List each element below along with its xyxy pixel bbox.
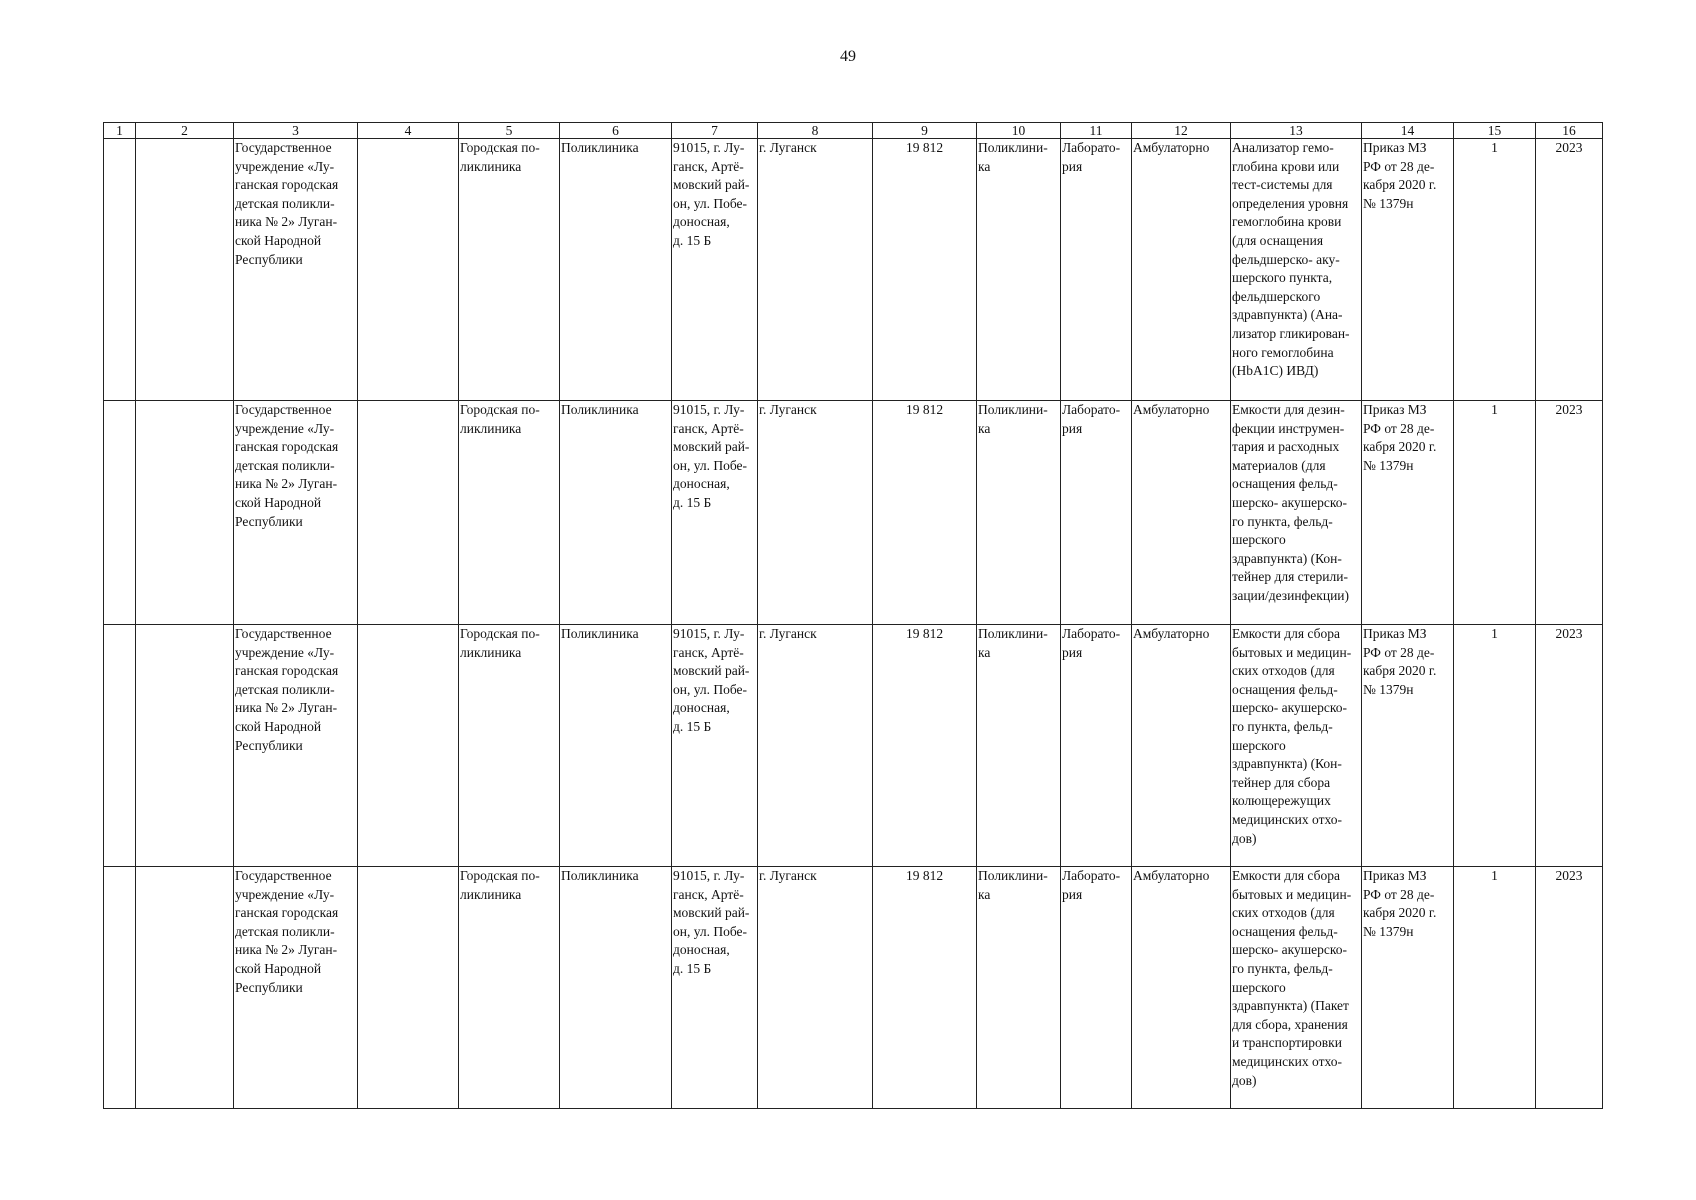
column-header: 6 (560, 123, 672, 139)
row-cell-col1 (104, 867, 136, 1109)
quantity-cell: 1 (1454, 139, 1536, 401)
row-cell-col4 (358, 139, 459, 401)
row-cell-col2 (136, 401, 234, 625)
organization-type-cell: Городская по- ликлиника (459, 139, 560, 401)
row-cell-col1 (104, 139, 136, 401)
column-header: 12 (1132, 123, 1231, 139)
row-cell-col2 (136, 625, 234, 867)
quantity-cell: 1 (1454, 867, 1536, 1109)
row-cell-col2 (136, 867, 234, 1109)
facility-type-cell: Поликлиника (560, 401, 672, 625)
equipment-name-cell: Анализатор гемо- глобина крови или тест-системы для определения уровня гемоглобина крови (для оснащения фельдшерско- аку- шерского пункта, фельдшерского здравпункта) (Ана- лизатор гликирован- ного гемоглобина (HbA1C) ИВД) (1231, 139, 1362, 401)
facility-type-cell: Поликлиника (560, 625, 672, 867)
column-header: 10 (977, 123, 1061, 139)
table-row (104, 625, 1603, 867)
institution-name-cell: Государственное учреждение «Лу- ганская городская детская поликли- ника № 2» Луган- ской Народной Республики (234, 867, 358, 1109)
column-header: 9 (873, 123, 977, 139)
address-cell: 91015, г. Лу- ганск, Артё- мовский рай- он, ул. Побе- доносная, д. 15 Б (672, 625, 758, 867)
row-cell-col2 (136, 139, 234, 401)
row-cell-col4 (358, 625, 459, 867)
care-conditions-cell: Амбулаторно (1132, 867, 1231, 1109)
equipment-name-cell: Емкости для сбора бытовых и медицин- ских отходов (для оснащения фельд- шерско- акушерско- го пункта, фельд- шерского здравпункта) (Кон- тейнер для сбора колющережущих медицинских отхо- дов) (1231, 625, 1362, 867)
quantity-cell: 1 (1454, 401, 1536, 625)
care-conditions-cell: Амбулаторно (1132, 139, 1231, 401)
column-header: 3 (234, 123, 358, 139)
city-cell: г. Луганск (758, 139, 873, 401)
department-cell: Лаборато- рия (1061, 625, 1132, 867)
institution-name-cell: Государственное учреждение «Лу- ганская городская детская поликли- ника № 2» Луган- ской Народной Республики (234, 401, 358, 625)
address-cell: 91015, г. Лу- ганск, Артё- мовский рай- он, ул. Побе- доносная, д. 15 Б (672, 139, 758, 401)
city-cell: г. Луганск (758, 625, 873, 867)
column-header: 14 (1362, 123, 1454, 139)
column-header: 2 (136, 123, 234, 139)
population-cell: 19 812 (873, 401, 977, 625)
table-row (104, 867, 1603, 1109)
institution-name-cell: Государственное учреждение «Лу- ганская городская детская поликли- ника № 2» Луган- ской Народной Республики (234, 625, 358, 867)
city-cell: г. Луганск (758, 867, 873, 1109)
row-cell-col1 (104, 401, 136, 625)
facility-type-cell: Поликлиника (560, 867, 672, 1109)
unit-cell: Поликлини- ка (977, 139, 1061, 401)
unit-cell: Поликлини- ка (977, 625, 1061, 867)
unit-cell: Поликлини- ка (977, 401, 1061, 625)
column-header: 15 (1454, 123, 1536, 139)
unit-cell: Поликлини- ка (977, 867, 1061, 1109)
equipment-name-cell: Емкости для сбора бытовых и медицин- ских отходов (для оснащения фельд- шерско- акушерско- го пункта, фельд- шерского здравпункта) (Пакет для сбора, хранения и транспортировки медицинских отхо- дов) (1231, 867, 1362, 1109)
column-header: 13 (1231, 123, 1362, 139)
equipment-name-cell: Емкости для дезин- фекции инструмен- тария и расходных материалов (для оснащения фельд- шерско- акушерско- го пункта, фельд- шерского здравпункта) (Кон- тейнер для стерили- зации/дезинфекции) (1231, 401, 1362, 625)
institution-name-cell: Государственное учреждение «Лу- ганская городская детская поликли- ника № 2» Луган- ской Народной Республики (234, 139, 358, 401)
column-header: 7 (672, 123, 758, 139)
row-cell-col4 (358, 867, 459, 1109)
organization-type-cell: Городская по- ликлиника (459, 867, 560, 1109)
population-cell: 19 812 (873, 867, 977, 1109)
department-cell: Лаборато- рия (1061, 867, 1132, 1109)
order-reference-cell: Приказ МЗ РФ от 28 де- кабря 2020 г. № 1379н (1362, 625, 1454, 867)
care-conditions-cell: Амбулаторно (1132, 401, 1231, 625)
organization-type-cell: Городская по- ликлиника (459, 625, 560, 867)
quantity-cell: 1 (1454, 625, 1536, 867)
care-conditions-cell: Амбулаторно (1132, 625, 1231, 867)
population-cell: 19 812 (873, 625, 977, 867)
column-header: 5 (459, 123, 560, 139)
facility-type-cell: Поликлиника (560, 139, 672, 401)
year-cell: 2023 (1536, 139, 1603, 401)
column-header: 1 (104, 123, 136, 139)
year-cell: 2023 (1536, 867, 1603, 1109)
year-cell: 2023 (1536, 401, 1603, 625)
equipment-register-table (103, 122, 1603, 1109)
department-cell: Лаборато- рия (1061, 139, 1132, 401)
table-row (104, 139, 1603, 401)
city-cell: г. Луганск (758, 401, 873, 625)
organization-type-cell: Городская по- ликлиника (459, 401, 560, 625)
page-number: 49 (840, 48, 856, 65)
population-cell: 19 812 (873, 139, 977, 401)
column-header: 16 (1536, 123, 1603, 139)
column-header: 4 (358, 123, 459, 139)
table-row (104, 401, 1603, 625)
column-number-row (104, 123, 1603, 139)
row-cell-col4 (358, 401, 459, 625)
address-cell: 91015, г. Лу- ганск, Артё- мовский рай- он, ул. Побе- доносная, д. 15 Б (672, 401, 758, 625)
address-cell: 91015, г. Лу- ганск, Артё- мовский рай- он, ул. Побе- доносная, д. 15 Б (672, 867, 758, 1109)
row-cell-col1 (104, 625, 136, 867)
order-reference-cell: Приказ МЗ РФ от 28 де- кабря 2020 г. № 1379н (1362, 867, 1454, 1109)
column-header: 8 (758, 123, 873, 139)
column-header: 11 (1061, 123, 1132, 139)
order-reference-cell: Приказ МЗ РФ от 28 де- кабря 2020 г. № 1379н (1362, 139, 1454, 401)
year-cell: 2023 (1536, 625, 1603, 867)
order-reference-cell: Приказ МЗ РФ от 28 де- кабря 2020 г. № 1379н (1362, 401, 1454, 625)
department-cell: Лаборато- рия (1061, 401, 1132, 625)
